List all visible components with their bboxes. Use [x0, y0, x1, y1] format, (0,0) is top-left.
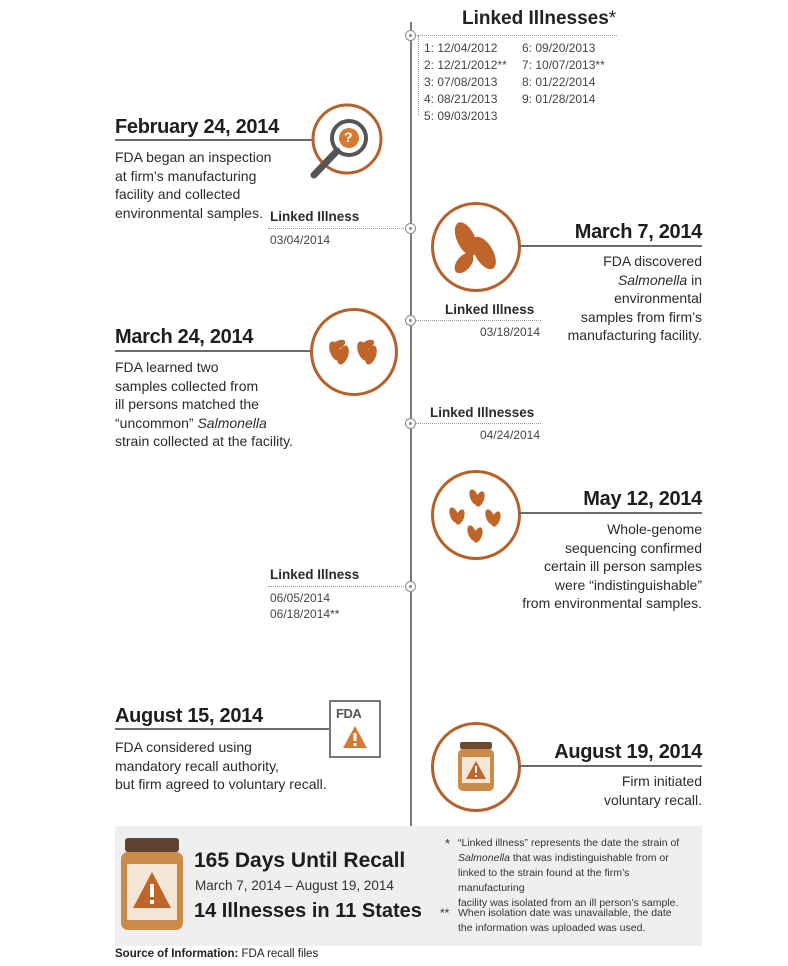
event-mar24-uncommon: “uncommon” — [115, 414, 198, 431]
event-mar24-text — [115, 358, 315, 451]
footnote-dbl-line1: When isolation date was unavailable, the date — [458, 907, 672, 919]
event-aug15-line2: mandatory recall authority, — [115, 757, 279, 774]
illness-list-4: 4: 08/21/2013 — [424, 92, 498, 106]
event-mar24-date: March 24, 2014 — [115, 326, 254, 348]
source-label: Source of Information: — [115, 948, 239, 960]
event-feb24-text: FDA began an inspection at firm’s manufacturing facility and collected environmental samples. — [115, 149, 272, 221]
event-may12-line4: were “indistinguishable” — [554, 576, 702, 593]
timeline-node-m1 — [405, 223, 416, 234]
bacteria-circle-mar24 — [310, 308, 398, 396]
linked-marker-1-title: Linked Illness — [270, 209, 360, 224]
event-mar24-line — [115, 350, 310, 352]
linked-illnesses-title — [462, 8, 616, 30]
event-mar24-salmonella: Salmonella — [197, 414, 267, 431]
footnote-star-line2 — [458, 851, 698, 866]
linked-marker-4-line — [268, 586, 406, 587]
linked-marker-2-date: 03/18/2014 — [479, 325, 540, 339]
illness-list-9: 9: 01/28/2014 — [522, 92, 596, 106]
event-aug19-line — [518, 765, 702, 767]
source-line — [115, 948, 318, 960]
timeline-node-m4 — [405, 581, 416, 592]
event-mar24-line5: strain collected at the facility. — [115, 433, 293, 449]
event-mar7-line5: manufacturing facility. — [567, 327, 702, 343]
event-aug15-date: August 15, 2014 — [115, 705, 263, 727]
footnote-star-line2-rest: that was indistinguishable from or — [509, 852, 669, 864]
illness-list-1: 1: 12/04/2012 — [424, 41, 498, 55]
footnote-star-mark: * — [445, 836, 451, 851]
linked-illnesses-asterisk: * — [608, 8, 617, 29]
timeline-node-m3 — [405, 418, 416, 429]
source-value: FDA recall files — [241, 948, 319, 960]
linked-marker-4-title: Linked Illness — [270, 567, 360, 582]
bacteria-pair-icon — [313, 311, 395, 393]
event-feb24-date: February 24, 2014 — [115, 116, 279, 138]
footnote-star-line1: “Linked illness” represents the date the strain of — [458, 837, 680, 849]
illness-list-7: 7: 10/07/2013** — [522, 58, 605, 72]
event-may12-line2: sequencing confirmed — [565, 539, 702, 556]
linked-marker-4-date-2: 06/18/2014** — [270, 607, 340, 621]
summary-days: 165 Days Until Recall — [194, 849, 406, 872]
event-mar24-line4 — [115, 414, 315, 433]
header-dotted-side — [418, 36, 419, 116]
summary-illnesses: 14 Illnesses in 11 States — [194, 900, 422, 922]
magnifier-icon — [300, 101, 390, 191]
summary-jar-icon — [121, 838, 183, 930]
summary-range: March 7, 2014 – August 19, 2014 — [195, 878, 394, 893]
event-aug19-line2: voluntary recall. — [603, 791, 702, 808]
footnote-dbl-mark: ** — [440, 906, 450, 920]
event-may12-line1: Whole-genome — [607, 521, 702, 537]
event-aug19-line1: Firm initiated — [621, 773, 702, 789]
event-mar7-line2 — [502, 271, 702, 290]
linked-marker-3-title: Linked Illnesses — [430, 405, 535, 420]
event-mar7-date: March 7, 2014 — [574, 221, 702, 243]
linked-marker-2-line — [416, 320, 541, 321]
linked-marker-1-date: 03/04/2014 — [270, 233, 331, 247]
event-aug15-line — [115, 728, 329, 730]
event-mar7-line3: environmental — [614, 290, 702, 306]
footnote-star-line3: linked to the strain found at the firm’s manufacturing — [458, 867, 630, 894]
linked-marker-2-title: Linked Illness — [445, 302, 535, 317]
linked-illnesses-title-text: Linked Illnesses — [462, 8, 609, 29]
event-aug19-text — [502, 772, 702, 809]
event-may12-text — [482, 520, 702, 613]
event-feb24-line — [115, 139, 315, 141]
footnote-dbl-line2: the information was uploaded was used. — [458, 922, 646, 934]
timeline-node-m2 — [405, 315, 416, 326]
event-aug15-line1: FDA considered using — [115, 739, 252, 755]
event-may12-date: May 12, 2014 — [583, 488, 702, 510]
event-mar24-line1: FDA learned two — [115, 359, 219, 375]
event-mar7-line — [518, 245, 702, 247]
footnote-star — [458, 836, 698, 911]
event-aug19-date: August 19, 2014 — [554, 741, 702, 763]
illness-list-6: 6: 09/20/2013 — [522, 41, 596, 55]
linked-marker-3-date: 04/24/2014 — [479, 428, 540, 442]
event-mar7-in: in — [687, 271, 702, 288]
linked-marker-1-line — [268, 228, 406, 229]
fda-logo-text: FDA — [336, 706, 362, 721]
question-mark-icon: ? — [344, 129, 353, 145]
event-mar7-line1: FDA discovered — [603, 253, 702, 269]
event-mar7-salmonella: Salmonella — [617, 271, 688, 288]
event-mar7-line4: samples from firm’s — [580, 308, 702, 325]
header-dotted-line — [417, 35, 617, 36]
linked-marker-3-line — [416, 423, 541, 424]
event-may12-line3: certain ill person samples — [544, 558, 702, 574]
illness-list-5: 5: 09/03/2013 — [424, 109, 498, 123]
event-may12-line — [518, 512, 702, 514]
event-mar24-line3: ill persons matched the — [115, 396, 259, 412]
illness-list-2: 2: 12/21/2012** — [424, 58, 507, 72]
illness-list-3: 3: 07/08/2013 — [424, 75, 498, 89]
event-mar24-line2: samples collected from — [115, 377, 259, 394]
footnote-star-line4: facility was isolated from an ill person’s sample. — [458, 897, 679, 909]
event-may12-line5: from environmental samples. — [522, 595, 702, 611]
illness-list-8: 8: 01/22/2014 — [522, 75, 596, 89]
linked-marker-4-date-1: 06/05/2014 — [270, 591, 331, 605]
timeline-node-top — [405, 30, 416, 41]
footnote-dbl — [458, 906, 698, 936]
footnote-star-salmonella: Salmonella — [458, 852, 510, 864]
event-aug15-text — [115, 738, 355, 794]
event-aug15-line3: but firm agreed to voluntary recall. — [115, 776, 327, 792]
